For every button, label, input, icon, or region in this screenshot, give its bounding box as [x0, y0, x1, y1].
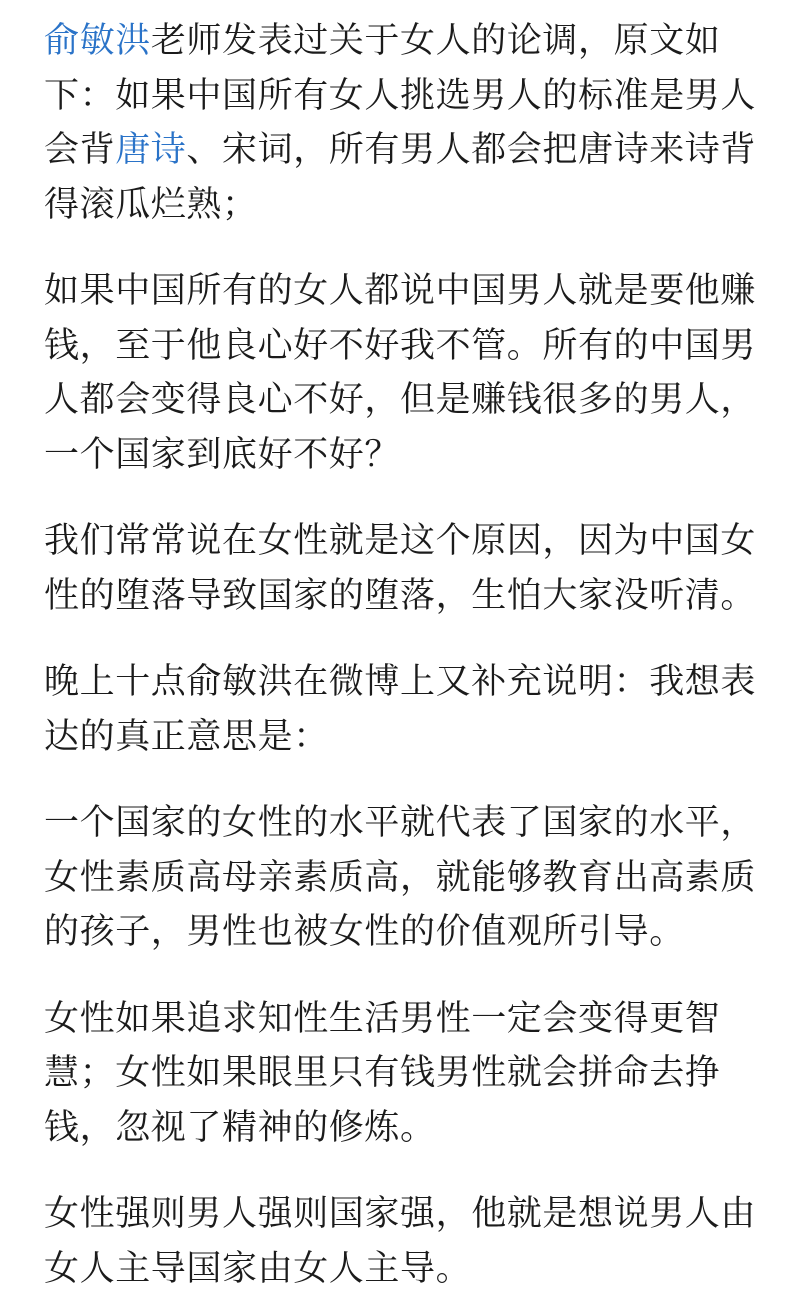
- author-link[interactable]: 俞敏洪: [44, 21, 151, 61]
- paragraph-text: 、宋词，所有男人都会把唐诗来诗背得滚瓜烂熟；: [44, 130, 757, 225]
- paragraph-text: 我们常常说在女性就是这个原因，因为中国女性的堕落导致国家的堕落，生怕大家没听清。: [44, 521, 757, 616]
- paragraph-2: [44, 264, 760, 482]
- paragraph-3: [44, 514, 760, 623]
- paragraph-6: [44, 992, 760, 1156]
- article-body: [44, 14, 760, 1296]
- paragraph-text: 女性如果追求知性生活男性一定会变得更智慧；女性如果眼里只有钱男性就会拼命去挣钱，忽视了精神的修炼。: [44, 998, 721, 1148]
- paragraph-1: [44, 14, 760, 232]
- paragraph-text: 老师发表过关于女人的论调，原文如下：如果中国所有女人挑选男人的标准是男人会背: [44, 21, 757, 170]
- paragraph-text: 晚上十点俞敏洪在微博上又补充说明：我想表达的真正意思是：: [44, 662, 757, 757]
- paragraph-4: [44, 655, 760, 764]
- paragraph-text: 女性强则男人强则国家强，他就是想说男人由女人主导国家由女人主导。: [44, 1194, 757, 1289]
- paragraph-7: [44, 1187, 760, 1296]
- paragraph-5: [44, 796, 760, 960]
- tang-poetry-link[interactable]: 唐诗: [115, 130, 187, 170]
- paragraph-text: 如果中国所有的女人都说中国男人就是要他赚钱，至于他良心好不好我不管。所有的中国男人都会变得良心不好，但是赚钱很多的男人，一个国家到底好不好？: [44, 271, 757, 475]
- paragraph-text: 一个国家的女性的水平就代表了国家的水平，女性素质高母亲素质高，就能够教育出高素质的孩子，男性也被女性的价值观所引导。: [44, 803, 757, 952]
